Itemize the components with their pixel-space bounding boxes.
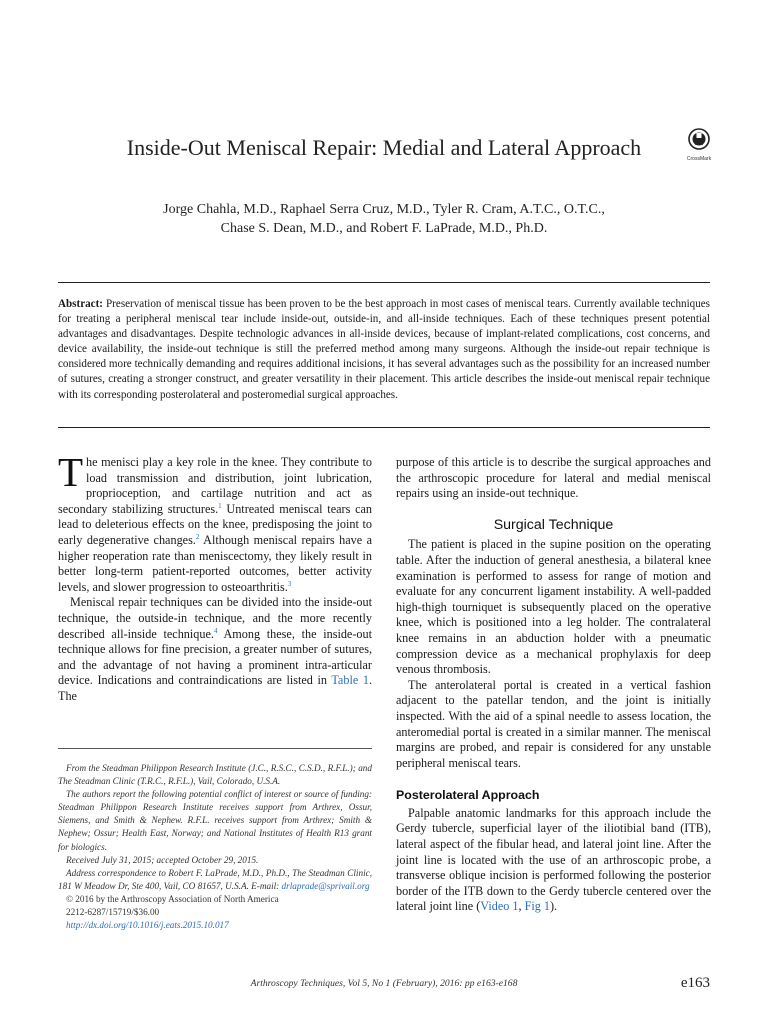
- abstract: [58, 297, 710, 403]
- page-number: e163: [680, 975, 710, 991]
- abstract-text: Preservation of meniscal tissue has been proven to be the best approach in most cases of meniscal tears. Currently available techniques for treating a peripheral meniscal tear include inside-out, outside-in, and all-inside techniques. Each of these techniques present potential advantages and disadvantages. Despite technologic advances in all-inside devices, because of implant-related complications, cost concerns, and device availability, the inside-out technique is still the preferred method among many surgeons. Although the inside-out repair technique is considered more technically demanding and requires additional incisions, it has several advantages such as the possibility for an increased number of sutures, creating a stronger construct, and greater versatility in their placement. This article describes the inside-out meniscal repair technique with its corresponding posterolateral and posteromedial surgical approaches.: [58, 298, 710, 401]
- author-list: [90, 200, 678, 238]
- posterolateral-paragraph: [396, 806, 711, 915]
- footnote-divider: [58, 748, 372, 749]
- intro-paragraph: [58, 449, 372, 595]
- purpose-paragraph: purpose of this article is to describe the surgical approaches and the arthroscopic procedure for lateral and medial meniscal repairs using an inside-out technique.: [396, 455, 711, 501]
- ref-1-link[interactable]: 1: [218, 501, 222, 510]
- footnote-correspondence: [58, 867, 372, 893]
- doi-link[interactable]: http://dx.doi.org/10.1016/j.eats.2015.10.017: [66, 920, 229, 931]
- posterolateral-text-a: Palpable anatomic landmarks for this approach include the Gerdy tubercle, superficial layer of the iliotibial band (ITB), lateral aspect of the fibular head, and lateral joint line. After the joint line is located with the use of an arthroscopic probe, a transverse oblique incision is performed following the posterior border of the ITB down to the Gerdy tubercle centered over the lateral joint line (: [396, 805, 711, 914]
- posterolateral-text-b: ).: [549, 899, 558, 914]
- portal-paragraph: The anterolateral portal is created in a vertical fashion adjacent to the patellar tendon, and the joint is initially inspected. With the aid of a spinal needle to assess location, the anteromedial portal is created in a similar manner. The meniscal margins are probed, and repair is considered for any unstable peripheral meniscal tears.: [396, 677, 711, 770]
- intro-text-a: he menisci play a key role in the knee. They contribute to load transmission and distribution, joint lubrication, proprioception, and cartilage nutrition and act as secondary stabilizing structures.: [58, 455, 372, 516]
- techniques-text-b: Among these, the inside-out technique allows for fine precision, a greater number of sutures, and the advantage of not having a prominent intra-articular device. Indications and contraindications are listed in: [58, 626, 372, 688]
- ref-2-link[interactable]: 2: [195, 532, 200, 541]
- footnote-copyright: © 2016 by the Arthroscopy Association of North America: [66, 893, 279, 904]
- footnote-received: Received July 31, 2015; accepted October 29, 2015.: [66, 854, 259, 865]
- body-left-column: [58, 449, 372, 705]
- subsection-heading-posterolateral: Posterolateral Approach: [396, 788, 540, 803]
- intro-text-b: Untreated meniscal tears can lead to deleterious effects on the knee, predisposing the joint to early degenerative changes.: [58, 501, 372, 547]
- table-1-link[interactable]: Table 1: [331, 673, 369, 688]
- article-title: Inside-Out Meniscal Repair: Medial and Lateral Approach: [126, 135, 642, 160]
- techniques-text-a: Meniscal repair techniques can be divided into the inside-out technique, the outside-in technique, and the more recently described all-inside technique.: [58, 595, 372, 641]
- video-1-link[interactable]: Video 1: [480, 899, 519, 914]
- positioning-paragraph: The patient is placed in the supine position on the operating table. After the induction of general anesthesia, a bilateral knee examination is performed to assess for range of motion and evaluate for any concurrent ligament instability. A well-padded high-thigh tourniquet is subsequently placed on the operative knee, which is positioned into a leg holder. The contralateral knee remains in an abduction holder with a pneumatic compression device as a mechanical prophylaxis for deep venous thrombosis.: [396, 537, 711, 677]
- body-right-column: [396, 455, 711, 915]
- journal-footer: Arthroscopy Techniques, Vol 5, No 1 (February), 2016: pp e163-e168: [250, 978, 518, 989]
- crossmark-icon: [688, 128, 710, 150]
- footnote-issn: 2212-6287/15719/$36.00: [66, 907, 160, 918]
- footnotes: [58, 762, 372, 932]
- footnote-correspondence-text: Address correspondence to Robert F. LaPrade, M.D., Ph.D., The Steadman Clinic, 181 W Meadow Dr, Ste 400, Vail, CO 81657, U.S.A. E-mail:: [58, 867, 372, 891]
- crossmark-badge[interactable]: [684, 128, 714, 162]
- intro-text-c: Although meniscal repairs have a higher reoperation rate than meniscectomy, they likely result in better long-term patient-reported outcomes, better activity levels, and slower progression to osteoarthritis.: [58, 532, 372, 594]
- email-link[interactable]: drlaprade@sprivail.org: [281, 880, 370, 891]
- abstract-bottom-rule: [58, 427, 710, 428]
- link-separator: ,: [518, 899, 525, 914]
- ref-3-link[interactable]: 3: [287, 579, 292, 588]
- ref-4-link[interactable]: 4: [213, 626, 218, 635]
- crossmark-label: CrossMark: [686, 156, 712, 162]
- footnote-disclosure: The authors report the following potential conflict of interest or source of funding: Steadman Philippon Research Institute receives support from Arthrex, Ossur, Siemens, and Smith & Nephew. R.F.L. receives support from Arthrex; Smith & Nephew; Ossur; Health East, Norway; and National Institutes of Health R13 grant for biologics.: [58, 789, 372, 852]
- abstract-label: Abstract:: [58, 298, 103, 310]
- footnote-affiliation: From the Steadman Philippon Research Institute (J.C., R.S.C., C.S.D., R.F.L.); and The Steadman Clinic (T.R.C., R.F.L.), Vail, Colorado, U.S.A.: [58, 763, 372, 787]
- techniques-paragraph: [58, 595, 372, 704]
- author-line-2: Chase S. Dean, M.D., and Robert F. LaPrade, M.D., Ph.D.: [220, 221, 548, 236]
- footnote-doi-line: [58, 919, 372, 932]
- section-heading-surgical-technique: Surgical Technique: [493, 516, 614, 533]
- techniques-text-c: . The: [58, 673, 372, 703]
- author-line-1: Jorge Chahla, M.D., Raphael Serra Cruz, M.D., Tyler R. Cram, A.T.C., O.T.C.,: [163, 202, 605, 217]
- drop-cap: T: [58, 449, 84, 495]
- fig-1-link[interactable]: Fig 1: [524, 899, 550, 914]
- abstract-top-rule: [58, 282, 710, 283]
